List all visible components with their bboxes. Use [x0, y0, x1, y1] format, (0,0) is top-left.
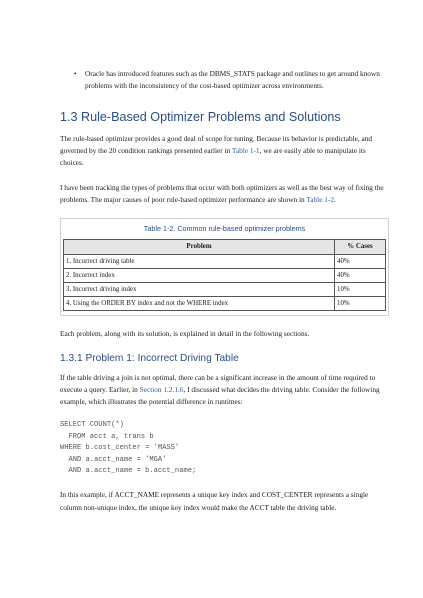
- cell-problem: 1. Incorrect driving table: [64, 254, 335, 268]
- sql-code-block: SELECT COUNT(*) FROM acct a, trans b WHERE b.cost_center = 'MASS' AND a.acct_name = 'MGA' AND a.acct_name = b.acct_name;: [60, 421, 197, 475]
- section-heading: 1.3 Rule-Based Optimizer Problems and Solutions: [60, 110, 341, 125]
- cell-percent: 10%: [335, 296, 386, 310]
- after-table-paragraph: Each problem, along with its solution, is explained in detail in the following sections.: [60, 328, 310, 338]
- table-row: [64, 268, 386, 282]
- subsection-paragraph: If the table driving a join is not optimal, there can be a significant increase in the amount of time required to execute a query. Earlier, in Section 1.2.1.6, I discussed what decides the driving table. Consider the following example, which illustrates the potential difference in runtimes:: [60, 372, 380, 407]
- link-table-1-2[interactable]: Table 1-2: [306, 194, 334, 204]
- table-row: [64, 282, 386, 296]
- header-problem: Problem: [64, 240, 335, 254]
- cell-problem: 4. Using the ORDER BY index and not the WHERE index: [64, 296, 335, 310]
- table-container: [60, 218, 389, 316]
- cell-problem: 2. Incorrect index: [64, 268, 335, 282]
- table-row: [64, 254, 386, 268]
- table-row: [64, 296, 386, 310]
- cell-problem: 3. Incorrect driving index: [64, 282, 335, 296]
- link-section-1-2-1-6[interactable]: Section 1.2.1.6: [139, 385, 184, 394]
- subsection-heading: 1.3.1 Problem 1: Incorrect Driving Table: [60, 352, 239, 364]
- cell-percent: 10%: [335, 282, 386, 296]
- table-header-row: [64, 240, 386, 254]
- bullet-text: Oracle has introduced features such as the DBMS_STATS package and outlines to get around known problems with the inconsistency of the cost-based optimizer across environments.: [85, 69, 380, 91]
- section-paragraph-2: I have been tracking the types of problems that occur with both optimizers as well as the best way of fixing the problems. The major causes of poor rule-based optimizer performance are shown in Table 1-2.: [60, 182, 384, 204]
- header-percent-cases: % Cases: [335, 240, 386, 254]
- bullet-item: [60, 68, 389, 92]
- final-paragraph: In this example, if ACCT_NAME represents a unique key index and COST_CENTER represents a single column non-unique index, the unique key index would make the ACCT table the driving table.: [60, 490, 369, 512]
- cell-percent: 40%: [335, 268, 386, 282]
- table-caption: Table 1-2. Common rule-based optimizer problems: [143, 223, 306, 233]
- link-table-1-1[interactable]: Table 1-1: [231, 146, 260, 156]
- section-paragraph-1: The rule-based optimizer provides a good deal of scope for tuning. Because its behavior is predictable, and governed by the 20 condition rankings presented earlier in Table 1-1, we are easily able to manipulate its choices.: [60, 134, 373, 168]
- cell-percent: 40%: [335, 254, 386, 268]
- bullet-marker: •: [74, 69, 77, 78]
- problems-table: [63, 239, 386, 310]
